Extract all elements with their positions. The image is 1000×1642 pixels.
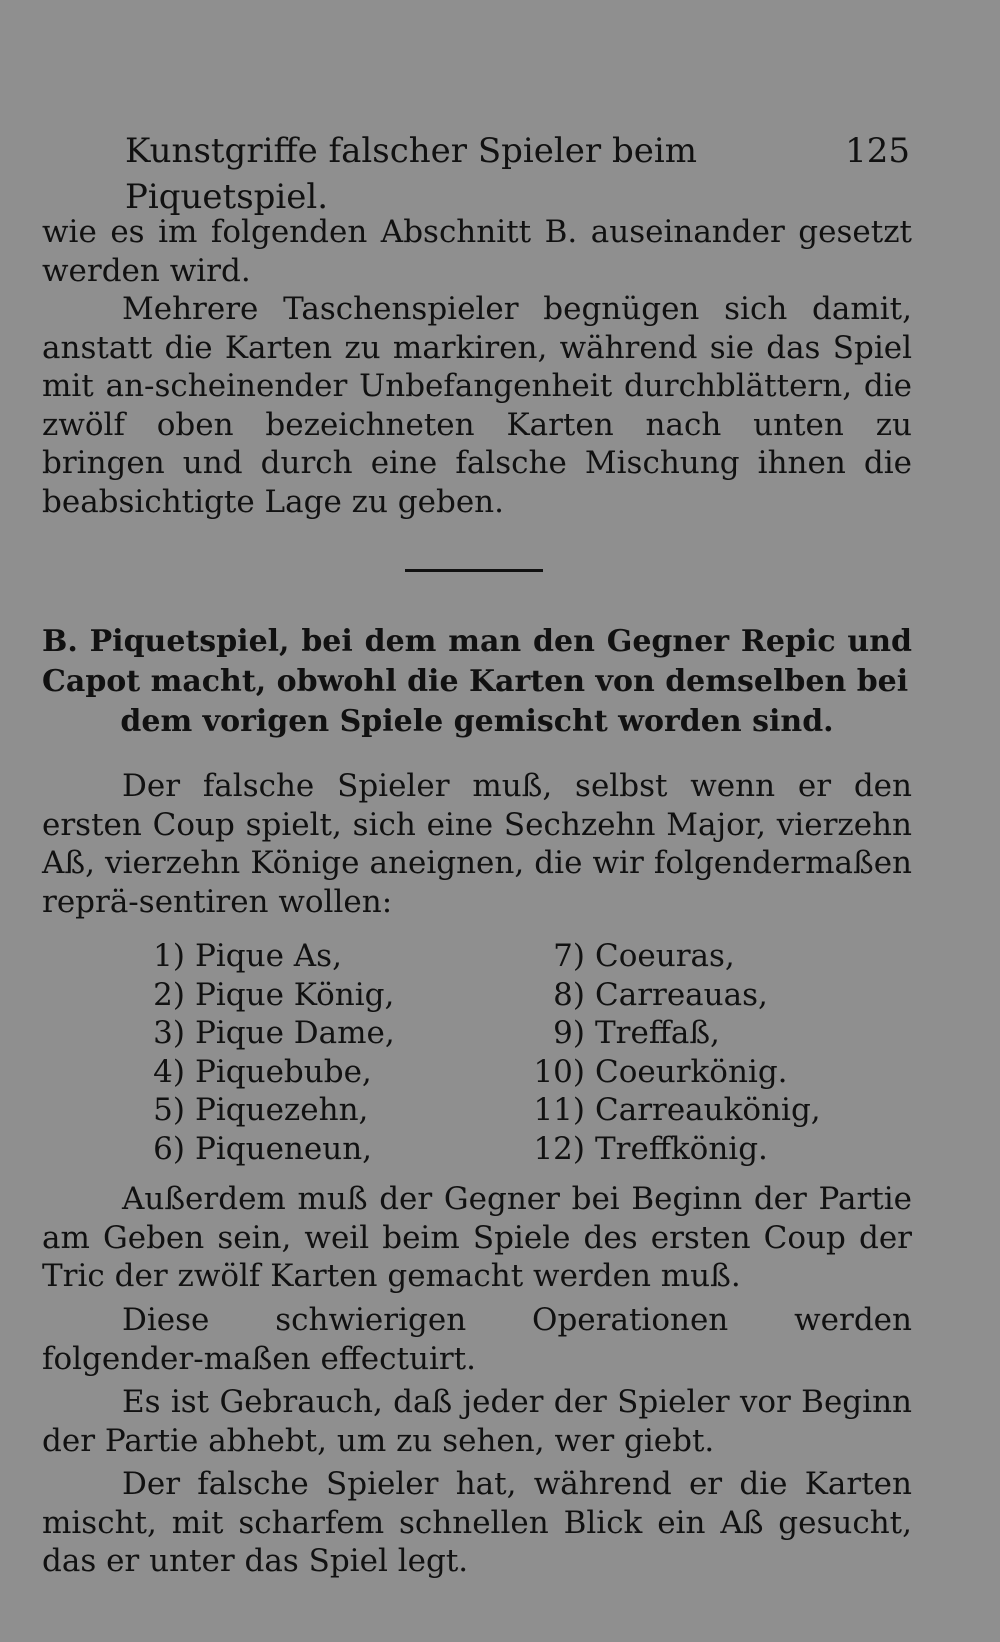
paragraph-3: Der falsche Spieler muß, selbst wenn er den ersten Coup spielt, sich eine Sechzehn Major, vierzehn Aß, vierzehn Könige aneignen, die wir folgendermaßen reprä-sentiren wollen: (42, 768, 912, 920)
item-name: Piquezehn, (195, 1092, 369, 1128)
running-title: Kunstgriffe falscher Spieler beim Piquetspiel. (125, 131, 697, 217)
item-name: Pique König, (195, 976, 395, 1013)
item-name: Treffkönig. (595, 1130, 768, 1167)
item-number: 1) (153, 938, 185, 974)
list-item (125, 937, 395, 976)
list-item (125, 1014, 395, 1053)
paragraph-2: Mehrere Taschenspieler begnügen sich damit, anstatt die Karten zu markiren, während sie das Spiel mit an-scheinender Unbefangenheit durchblättern, die zwölf oben bezeichneten Karten nach unten zu bringen und durch eine falsche Mischung ihnen die beabsichtigte Lage zu geben. (42, 291, 912, 520)
item-number: 7) (553, 938, 585, 974)
paragraph-1: wie es im folgenden Abschnitt B. auseinander gesetzt werden wird. (42, 214, 912, 289)
list-item (125, 1091, 395, 1130)
section-heading (42, 622, 912, 742)
item-number: 5) (153, 1092, 185, 1128)
item-number: 12) (533, 1130, 585, 1167)
section-divider (405, 569, 543, 572)
list-item (525, 1130, 821, 1169)
item-name: Treffaß, (595, 1015, 720, 1051)
page-number: 125 (845, 131, 910, 171)
section-heading-last-line: dem vorigen Spiele gemischt worden sind. (120, 704, 834, 739)
item-number: 3) (153, 1015, 185, 1051)
card-list-left (125, 937, 395, 1168)
item-name: Piqueneun, (195, 1130, 373, 1167)
item-name: Coeuras, (595, 938, 735, 974)
paragraph-4: Außerdem muß der Gegner bei Beginn der Partie am Geben sein, weil beim Spiele des ersten Coup der Tric der zwölf Karten gemacht werden muß. (42, 1181, 912, 1294)
section-heading-main: B. Piquetspiel, bei dem man den Gegner Repic und Capot macht, obwohl die Karten von demselben bei (42, 624, 912, 699)
paragraph-6: Es ist Gebrauch, daß jeder der Spieler vor Beginn der Partie abhebt, um zu sehen, wer giebt. (42, 1384, 912, 1459)
list-item (525, 937, 821, 976)
item-name: Carreaukönig, (595, 1092, 821, 1128)
list-item (525, 976, 821, 1015)
paragraph-7: Der falsche Spieler hat, während er die Karten mischt, mit scharfem schnellen Blick ein Aß gesucht, das er unter das Spiel legt. (42, 1466, 912, 1579)
item-name: Pique Dame, (195, 1015, 395, 1051)
item-number: 6) (153, 1130, 185, 1167)
item-number: 10) (533, 1053, 585, 1090)
item-number: 8) (553, 976, 585, 1013)
item-name: Pique As, (195, 938, 342, 974)
item-name: Coeurkönig. (595, 1053, 788, 1090)
list-item (125, 1130, 395, 1169)
item-name: Piquebube, (195, 1053, 372, 1090)
list-item (125, 976, 395, 1015)
list-item (525, 1053, 821, 1092)
list-item (125, 1053, 395, 1092)
card-list-right (525, 937, 821, 1168)
paragraph-5: Diese schwierigen Operationen werden folgender-maßen effectuirt. (42, 1302, 912, 1377)
list-item (525, 1091, 821, 1130)
list-item (525, 1014, 821, 1053)
item-number: 4) (153, 1053, 185, 1090)
item-name: Carreauas, (595, 976, 768, 1013)
item-number: 9) (553, 1015, 585, 1051)
item-number: 2) (153, 976, 185, 1013)
item-number: 11) (533, 1092, 585, 1128)
